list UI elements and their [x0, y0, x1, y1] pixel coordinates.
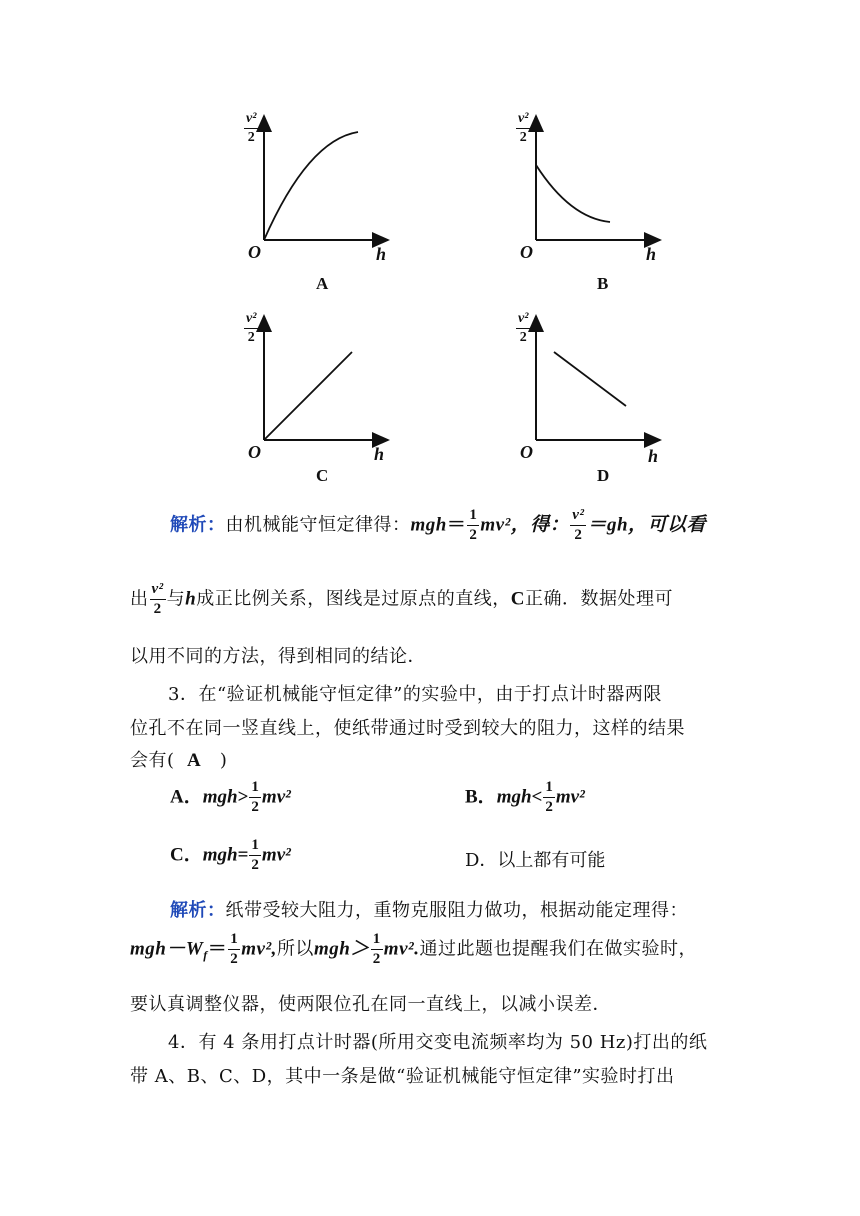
graph-d-origin: O	[520, 442, 533, 462]
graph-a-xlabel: h	[376, 244, 387, 264]
analysis1-line2: 出 $\frac{\text{v²}}{2}$ 与h成正比例关系，图线是过原点的直线，C正确．数据处理可	[130, 581, 673, 617]
graph-b-label: B	[597, 274, 609, 293]
analysis2-line2: $mgh-W_f=$ $\frac{1}{2}$ mv²,所以mgh＞ $\frac{1}{2}$ mv².通过此题也提醒我们在做实验时，	[130, 931, 697, 967]
v2-over-2-fraction: $\frac{\text{v²}}{2}$	[572, 507, 585, 543]
analysis2-line1: 解析：纸带受较大阻力，重物克服阻力做功，根据动能定理得：	[170, 900, 688, 921]
q3-line2: 位孔不在同一竖直线上，使纸带通过时受到较大的阻力，这样的结果	[130, 718, 685, 739]
graph-b-ylabel: $\frac{\text{v²}}{2}$	[518, 111, 529, 145]
graph-c-ylabel: $\frac{\text{v²}}{2}$	[246, 311, 257, 345]
graph-c	[238, 310, 398, 480]
analysis1-line1: 解析：由机械能守恒定律得：mgh＝ $\frac{1}{2}$ mv²，得： $\frac{\text{v²}}{2}$ ＝gh，可以看	[170, 507, 707, 543]
q4-line1: 4．有 4 条用打点计时器(所用交变电流频率均为 50 Hz)打出的纸	[168, 1032, 708, 1053]
analysis2-line3: 要认真调整仪器，使两限位孔在同一直线上，以减小误差．	[130, 994, 611, 1015]
graph-c-xlabel: h	[374, 444, 385, 464]
graph-d	[510, 310, 670, 480]
q4-line2: 带 A、B、C、D，其中一条是做“验证机械能守恒定律”实验时打出	[130, 1066, 675, 1087]
graph-b-origin: O	[520, 242, 533, 262]
analysis-label: 解析：	[170, 900, 226, 921]
graph-a-ylabel: $\frac{\text{v²}}{2}$	[246, 111, 257, 145]
graph-d-xlabel: h	[648, 446, 659, 466]
half-fraction: $\frac{1}{2}$	[469, 507, 478, 543]
graph-a	[238, 110, 398, 280]
option-b: B．mgh< $\frac{1}{2}$ mv²	[465, 779, 585, 815]
analysis-label: 解析：	[170, 514, 226, 536]
graph-c-label: C	[316, 466, 329, 485]
graph-d-axes	[510, 310, 670, 480]
graph-a-axes	[238, 110, 398, 280]
option-c: C．mgh= $\frac{1}{2}$ mv²	[170, 837, 291, 873]
analysis1-line3: 以用不同的方法，得到相同的结论．	[130, 646, 426, 667]
q3-answer: A	[186, 750, 202, 771]
graph-a-label: A	[316, 274, 329, 293]
graph-b-xlabel: h	[646, 244, 657, 264]
graph-b	[510, 110, 670, 280]
option-d: D．以上都有可能	[465, 850, 606, 871]
q3-line3: 会有( A )	[130, 750, 228, 771]
graph-d-label: D	[597, 466, 610, 485]
graph-d-ylabel: $\frac{\text{v²}}{2}$	[518, 311, 529, 345]
q3-line1: 3．在“验证机械能守恒定律”的实验中，由于打点计时器两限	[168, 684, 662, 705]
option-a: A．mgh> $\frac{1}{2}$ mv²	[170, 779, 291, 815]
v2-over-2-fraction: $\frac{\text{v²}}{2}$	[151, 581, 164, 617]
graph-a-origin: O	[248, 242, 261, 262]
graph-c-origin: O	[248, 442, 261, 462]
